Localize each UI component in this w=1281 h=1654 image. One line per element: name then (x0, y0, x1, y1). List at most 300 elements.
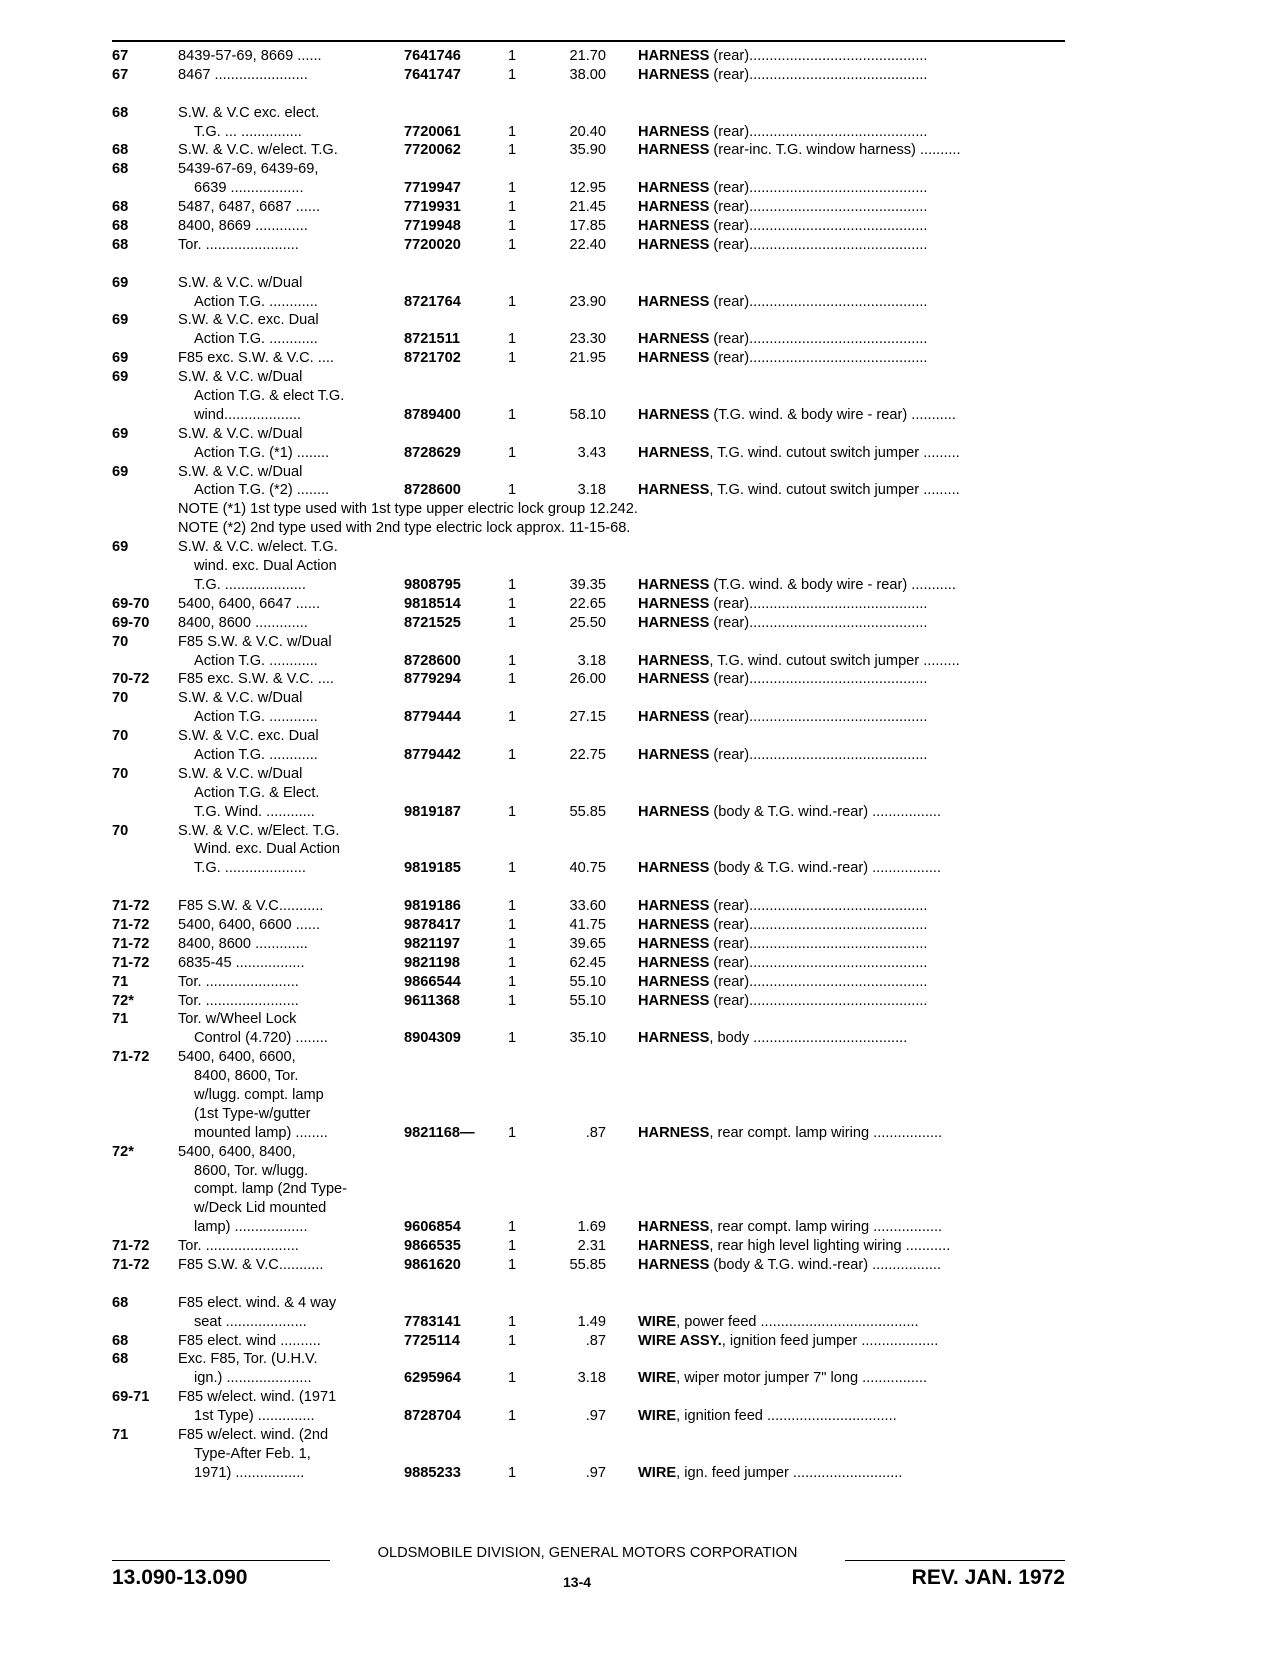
part-name-detail: , body ...................................... (709, 1030, 908, 1047)
part-name-detail: (rear)............................................ (709, 935, 928, 952)
model-description: F85 elect. wind. & 4 way (178, 1294, 337, 1311)
model-description: S.W. & V.C. w/Dual (178, 369, 303, 386)
footer-section-code: 13.090-13.090 (112, 1566, 248, 1589)
price: 26.00 (569, 671, 606, 688)
part-row (112, 123, 1065, 142)
model-year: 69 (112, 463, 129, 480)
part-row (112, 425, 1065, 444)
part-row (112, 557, 1065, 576)
part-number: 8721702 (404, 350, 461, 367)
model-description: T.G. .................... (194, 576, 306, 593)
part-row (112, 66, 1065, 85)
model-description: 8400, 8600 ............. (178, 614, 308, 631)
quantity: 1 (508, 1408, 517, 1425)
price: 23.90 (569, 293, 606, 310)
part-name-detail: , T.G. wind. cutout switch jumper ......... (709, 444, 960, 461)
quantity: 1 (508, 746, 517, 763)
part-row (112, 1162, 1065, 1181)
quantity: 1 (508, 709, 517, 726)
part-name-detail: (rear)............................................ (709, 48, 928, 64)
part-name-bold: HARNESS (638, 595, 710, 612)
part-name (638, 746, 1065, 765)
quantity: 1 (508, 444, 517, 461)
price: 3.18 (577, 652, 606, 669)
part-name (638, 670, 1065, 689)
model-year: 71 (112, 1011, 129, 1028)
quantity: 1 (508, 293, 517, 310)
model-description: F85 w/elect. wind. (2nd (178, 1427, 329, 1444)
model-year: 68 (112, 236, 129, 253)
part-row (112, 1294, 1065, 1313)
part-name-bold: HARNESS (638, 709, 710, 726)
part-row (112, 406, 1065, 425)
price: 40.75 (569, 860, 606, 877)
model-description: 8439-57-69, 8669 ...... (178, 48, 322, 64)
part-number: 8728600 (404, 482, 461, 499)
model-description: F85 exc. S.W. & V.C. .... (178, 671, 334, 688)
part-row (112, 1445, 1065, 1464)
part-name (638, 47, 1065, 66)
part-row (112, 689, 1065, 708)
model-year: 71 (112, 973, 129, 990)
part-name-bold: HARNESS (638, 123, 710, 140)
model-year: 69 (112, 312, 129, 329)
quantity: 1 (508, 48, 517, 64)
part-row (112, 274, 1065, 293)
quantity: 1 (508, 954, 517, 971)
part-name (638, 444, 1065, 463)
part-number: 7725114 (404, 1332, 461, 1349)
model-description: (1st Type-w/gutter (194, 1105, 311, 1122)
part-row (112, 1143, 1065, 1162)
model-year: 70 (112, 822, 129, 839)
part-row (112, 992, 1065, 1011)
model-description: seat .................... (194, 1313, 307, 1330)
part-number: 8728629 (404, 444, 461, 461)
model-year: 71-72 (112, 1257, 150, 1273)
footer-page-number: 13-4 (563, 1574, 592, 1590)
price: 21.95 (569, 350, 606, 367)
quantity: 1 (508, 898, 517, 915)
model-description: Action T.G. & Elect. (194, 784, 320, 801)
part-row (112, 1369, 1065, 1388)
part-number: 9821197 (404, 935, 461, 952)
model-year: 69 (112, 350, 129, 367)
quantity: 1 (508, 142, 517, 159)
part-name (638, 1332, 1065, 1351)
part-name-bold: HARNESS (638, 444, 710, 461)
quantity: 1 (508, 595, 517, 612)
part-number: 7641746 (404, 48, 461, 64)
part-row (112, 746, 1065, 765)
part-row (112, 47, 1065, 66)
part-name (638, 406, 1065, 425)
model-description: S.W. & V.C. w/Dual (178, 463, 303, 480)
part-row (112, 935, 1065, 954)
part-name-bold: HARNESS (638, 671, 710, 688)
part-name (638, 595, 1065, 614)
part-name-bold: HARNESS (638, 1030, 710, 1047)
part-row (112, 765, 1065, 784)
price: 55.85 (569, 803, 606, 820)
part-row (112, 160, 1065, 179)
price: 35.90 (569, 142, 606, 159)
model-description: F85 elect. wind .......... (178, 1332, 321, 1349)
price: 41.75 (569, 916, 606, 933)
model-year: 69 (112, 425, 129, 442)
part-name-detail: , rear compt. lamp wiring ................. (709, 1219, 943, 1236)
price: 21.45 (569, 199, 606, 216)
model-description: S.W. & V.C. w/Elect. T.G. (178, 822, 340, 839)
quantity: 1 (508, 236, 517, 253)
note-text: NOTE (*1) 1st type used with 1st type upper electric lock group 12.242. (178, 501, 638, 518)
part-row (112, 633, 1065, 652)
part-number: 9606854 (404, 1219, 461, 1236)
part-row (112, 973, 1065, 992)
part-name-bold: HARNESS (638, 1124, 710, 1141)
part-name-bold: HARNESS (638, 218, 710, 235)
part-name (638, 614, 1065, 633)
price: 55.10 (569, 973, 606, 990)
price: 39.35 (569, 576, 606, 593)
quantity: 1 (508, 803, 517, 820)
part-row (112, 198, 1065, 217)
quantity: 1 (508, 66, 517, 83)
quantity: 1 (508, 482, 517, 499)
model-description: Action T.G. (*2) ........ (194, 482, 330, 499)
part-number: 8779294 (404, 671, 461, 688)
part-row (112, 293, 1065, 312)
part-name (638, 1237, 1065, 1256)
price: 62.45 (569, 954, 606, 971)
quantity: 1 (508, 992, 517, 1009)
part-name (638, 916, 1065, 935)
part-number: 7720020 (404, 236, 461, 253)
price: 17.85 (569, 218, 606, 235)
part-name-bold: WIRE (638, 1408, 677, 1425)
part-name-bold: HARNESS (638, 142, 710, 159)
quantity: 1 (508, 1238, 517, 1255)
quantity: 1 (508, 652, 517, 669)
price: 3.18 (577, 1370, 606, 1387)
model-description: S.W. & V.C. w/Dual (178, 690, 303, 707)
part-name-detail: (rear)............................................ (709, 350, 928, 367)
model-year: 69 (112, 539, 129, 556)
part-row (112, 595, 1065, 614)
part-name-bold: HARNESS (638, 331, 710, 348)
part-name (638, 179, 1065, 198)
part-name (638, 576, 1065, 595)
model-description: ign.) ..................... (194, 1370, 312, 1387)
model-description: Action T.G. ............ (194, 652, 318, 669)
part-name-detail: (rear)............................................ (709, 992, 928, 1009)
price: 3.18 (577, 482, 606, 499)
part-name (638, 897, 1065, 916)
model-year: 69 (112, 369, 129, 386)
model-year: 68 (112, 104, 129, 121)
model-description: Tor. ....................... (178, 992, 299, 1009)
price: .97 (585, 1408, 606, 1425)
part-name-bold: HARNESS (638, 236, 710, 253)
model-description: S.W. & V.C. w/Dual (178, 274, 303, 291)
part-name-bold: HARNESS (638, 860, 710, 877)
part-name (638, 1313, 1065, 1332)
part-row (112, 1105, 1065, 1124)
part-number: 9866544 (404, 973, 461, 990)
quantity: 1 (508, 1370, 517, 1387)
part-row (112, 954, 1065, 973)
part-name (638, 1218, 1065, 1237)
model-description: S.W. & V.C. w/Dual (178, 425, 303, 442)
part-name-detail: (body & T.G. wind.-rear) ................. (709, 803, 942, 820)
part-number: 8721511 (404, 331, 461, 348)
top-rule (112, 40, 1065, 42)
price: 55.85 (569, 1257, 606, 1273)
part-number: 7720062 (404, 142, 461, 159)
price: .87 (585, 1124, 606, 1141)
part-name (638, 123, 1065, 142)
model-description: F85 exc. S.W. & V.C. .... (178, 350, 334, 367)
part-name-detail: , wiper motor jumper 7" long ................ (676, 1370, 928, 1387)
quantity: 1 (508, 1219, 517, 1236)
part-row (112, 1218, 1065, 1237)
part-name-detail: (rear)............................................ (709, 180, 928, 197)
model-description: 8400, 8600, Tor. (194, 1068, 299, 1085)
model-year: 70 (112, 728, 129, 745)
quantity: 1 (508, 671, 517, 688)
part-row (112, 708, 1065, 727)
model-description: Action T.G. ............ (194, 331, 318, 348)
part-number: 8779442 (404, 746, 461, 763)
part-row (112, 236, 1065, 255)
part-name-detail: (rear)............................................ (709, 236, 928, 253)
part-number: 7720061 (404, 123, 461, 140)
price: 12.95 (569, 180, 606, 197)
part-name (638, 1464, 1065, 1483)
note-row (112, 519, 1065, 538)
price: .87 (585, 1332, 606, 1349)
part-name-detail: (T.G. wind. & body wire - rear) ........... (709, 576, 956, 593)
price: 39.65 (569, 935, 606, 952)
part-name-bold: WIRE ASSY. (638, 1332, 722, 1349)
part-name-detail: , ignition feed ................................ (676, 1408, 897, 1425)
part-name (638, 1407, 1065, 1426)
part-name (638, 198, 1065, 217)
part-row (112, 1199, 1065, 1218)
model-description: Tor. ....................... (178, 1238, 299, 1255)
model-description: 1st Type) .............. (194, 1408, 315, 1425)
model-description: Exc. F85, Tor. (U.H.V. (178, 1351, 318, 1368)
model-description: 6639 .................. (194, 180, 304, 197)
part-name-detail: (rear)............................................ (709, 614, 928, 631)
quantity: 1 (508, 1124, 517, 1141)
model-description: mounted lamp) ........ (194, 1124, 328, 1141)
quantity: 1 (508, 973, 517, 990)
price: 22.40 (569, 236, 606, 253)
price: 38.00 (569, 66, 606, 83)
part-number: 7719931 (404, 199, 461, 216)
model-description: Action T.G. & elect T.G. (194, 388, 345, 405)
part-row (112, 1029, 1065, 1048)
part-number: 8904309 (404, 1030, 461, 1047)
part-number: 9819186 (404, 898, 461, 915)
model-description: F85 S.W. & V.C. w/Dual (178, 633, 332, 650)
model-year: 69-71 (112, 1389, 150, 1406)
part-name (638, 1124, 1065, 1143)
part-row (112, 1313, 1065, 1332)
model-year: 68 (112, 218, 129, 235)
part-number: 9866535 (404, 1238, 461, 1255)
part-row (112, 652, 1065, 671)
model-description: S.W. & V.C. exc. Dual (178, 312, 319, 329)
part-row (112, 141, 1065, 160)
part-name (638, 708, 1065, 727)
part-number: 7641747 (404, 66, 461, 83)
part-number: 9861620 (404, 1257, 461, 1273)
part-number: 7783141 (404, 1313, 461, 1330)
model-description: 8400, 8600 ............. (178, 935, 308, 952)
part-row (112, 217, 1065, 236)
part-name (638, 1256, 1065, 1275)
part-name (638, 803, 1065, 822)
part-row (112, 481, 1065, 500)
model-description: Type-After Feb. 1, (194, 1445, 311, 1462)
part-row (112, 444, 1065, 463)
part-row (112, 784, 1065, 803)
part-name-bold: HARNESS (638, 1257, 710, 1273)
price: 25.50 (569, 614, 606, 631)
note-text: NOTE (*2) 2nd type used with 2nd type electric lock approx. 11-15-68. (178, 520, 631, 537)
part-name-detail: (body & T.G. wind.-rear) ................. (709, 1257, 942, 1273)
part-name-detail: (rear-inc. T.G. window harness) .......... (709, 142, 961, 159)
model-year: 70 (112, 633, 129, 650)
part-row (112, 614, 1065, 633)
part-name-bold: HARNESS (638, 652, 710, 669)
part-number: 9611368 (404, 992, 461, 1009)
price: 23.30 (569, 331, 606, 348)
part-name-bold: HARNESS (638, 954, 710, 971)
part-number: 6295964 (404, 1370, 461, 1387)
part-name-bold: HARNESS (638, 576, 710, 593)
part-row (112, 727, 1065, 746)
part-name-detail: (rear)............................................ (709, 199, 928, 216)
part-row (112, 1086, 1065, 1105)
model-description: Tor. ....................... (178, 973, 299, 990)
part-number: 9878417 (404, 916, 461, 933)
part-name-detail: (rear)............................................ (709, 916, 928, 933)
part-name-detail: , rear high level lighting wiring ........... (709, 1238, 951, 1255)
part-row (112, 1048, 1065, 1067)
model-description: Tor. w/Wheel Lock (178, 1011, 297, 1028)
quantity: 1 (508, 916, 517, 933)
model-description: wind. exc. Dual Action (194, 558, 337, 575)
part-name-bold: HARNESS (638, 803, 710, 820)
model-description: Wind. exc. Dual Action (194, 841, 341, 858)
model-year: 68 (112, 1294, 129, 1311)
part-name-bold: HARNESS (638, 482, 710, 499)
price: 21.70 (569, 48, 606, 64)
quantity: 1 (508, 331, 517, 348)
part-name (638, 992, 1065, 1011)
quantity: 1 (508, 576, 517, 593)
model-description: Action T.G. ............ (194, 293, 318, 310)
part-name-detail: (rear)............................................ (709, 954, 928, 971)
model-description: T.G. .................... (194, 860, 306, 877)
part-name-bold: HARNESS (638, 48, 710, 64)
price: 1.69 (577, 1219, 606, 1236)
model-year: 68 (112, 1351, 129, 1368)
part-row (112, 803, 1065, 822)
model-year: 67 (112, 66, 129, 83)
model-description: 5487, 6487, 6687 ...... (178, 199, 320, 216)
part-row (112, 104, 1065, 123)
part-number: 9885233 (404, 1464, 461, 1481)
model-description: F85 S.W. & V.C........... (178, 898, 324, 915)
part-row (112, 897, 1065, 916)
part-name-bold: HARNESS (638, 973, 710, 990)
model-description: 1971) ................. (194, 1464, 305, 1481)
quantity: 1 (508, 199, 517, 216)
model-year: 70 (112, 765, 129, 782)
part-name-detail: (rear)............................................ (709, 66, 928, 83)
quantity: 1 (508, 123, 517, 140)
part-name-detail: , T.G. wind. cutout switch jumper ......... (709, 652, 960, 669)
footer-rule-right (845, 1560, 1065, 1561)
price: 1.49 (577, 1313, 606, 1330)
part-name (638, 236, 1065, 255)
model-description: 8600, Tor. w/lugg. (194, 1162, 309, 1179)
price: .97 (585, 1464, 606, 1481)
part-name-bold: HARNESS (638, 66, 710, 83)
part-name (638, 954, 1065, 973)
part-row (112, 1350, 1065, 1369)
part-row (112, 916, 1065, 935)
model-description: 8400, 8669 ............. (178, 218, 308, 235)
part-name-bold: HARNESS (638, 614, 710, 631)
part-name-bold: WIRE (638, 1313, 677, 1330)
quantity: 1 (508, 1030, 517, 1047)
model-year: 69-70 (112, 614, 150, 631)
part-row (112, 1067, 1065, 1086)
part-number: 9808795 (404, 576, 461, 593)
model-year: 70-72 (112, 671, 150, 688)
model-year: 71-72 (112, 916, 150, 933)
model-year: 71-72 (112, 954, 150, 971)
part-row (112, 1124, 1065, 1143)
part-row (112, 1256, 1065, 1275)
price: 22.65 (569, 595, 606, 612)
footer-rule-left (112, 1560, 330, 1561)
part-row (112, 368, 1065, 387)
quantity: 1 (508, 614, 517, 631)
quantity: 1 (508, 1257, 517, 1273)
row-spacer (112, 255, 1065, 274)
model-description: Action T.G. (*1) ........ (194, 444, 330, 461)
model-description: w/lugg. compt. lamp (194, 1086, 324, 1103)
part-name (638, 293, 1065, 312)
quantity: 1 (508, 1332, 517, 1349)
price: 20.40 (569, 123, 606, 140)
part-row (112, 1010, 1065, 1029)
part-row (112, 840, 1065, 859)
row-spacer (112, 85, 1065, 104)
quantity: 1 (508, 1313, 517, 1330)
model-year: 68 (112, 142, 129, 159)
part-name-bold: WIRE (638, 1464, 677, 1481)
model-description: 5400, 6400, 6600, (178, 1049, 296, 1066)
part-name-bold: HARNESS (638, 992, 710, 1009)
model-description: S.W. & V.C. w/elect. T.G. (178, 142, 338, 159)
